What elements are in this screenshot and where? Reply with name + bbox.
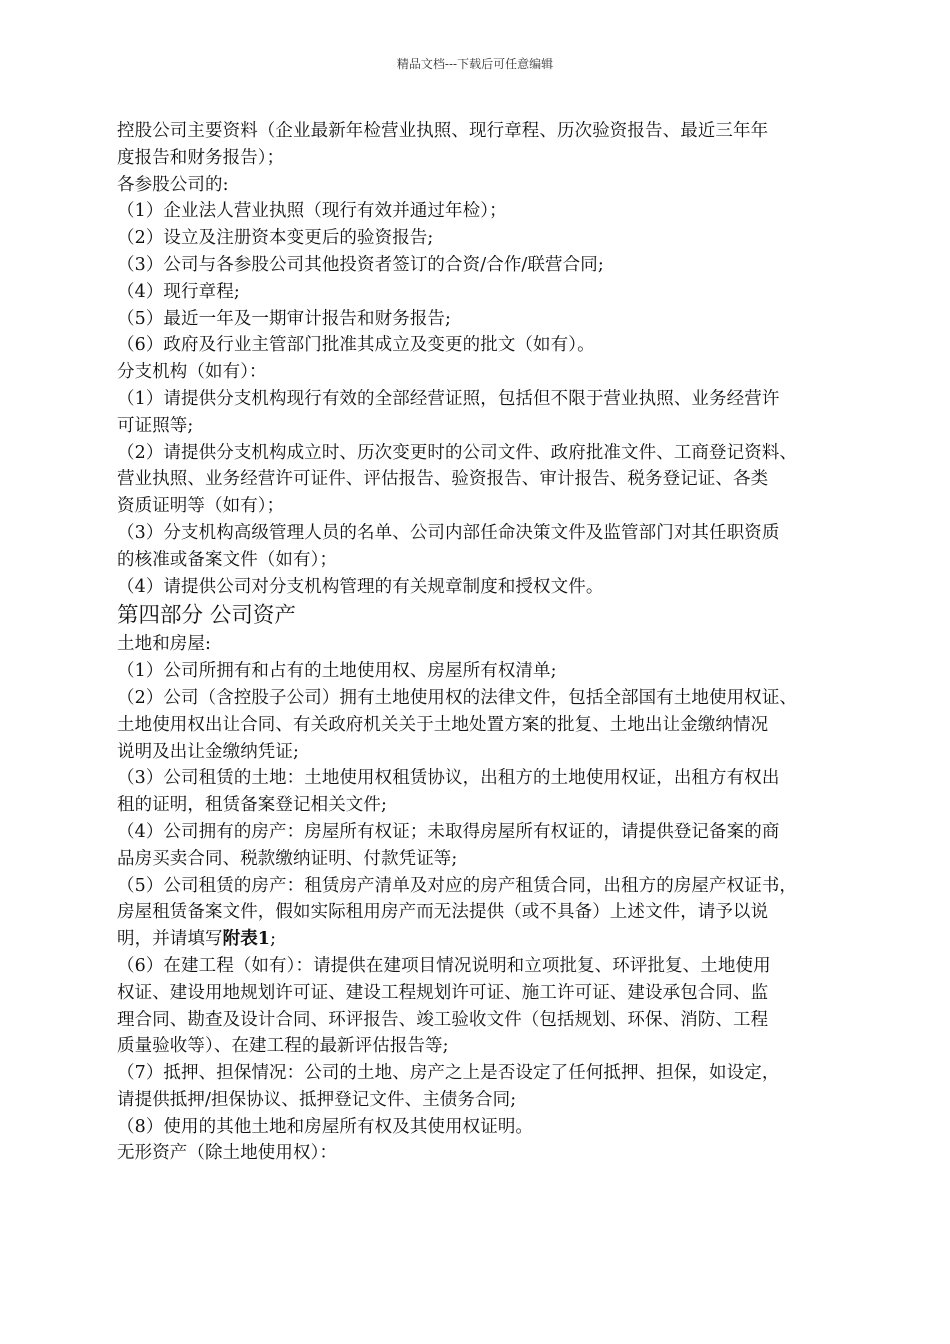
list-item: （7）抵押、担保情况：公司的土地、房产之上是否设定了任何抵押、担保，如设定， [117,1063,780,1084]
list-item-continuation: 请提供抵押/担保协议、抵押登记文件、主债务合同; [117,1089,517,1110]
inline-text: 明，并请填写 [117,929,223,950]
list-item-continuation: 理合同、勘查及设计合同、环评报告、竣工验收文件（包括规划、环保、消防、工程 [117,1009,769,1030]
list-item: （1）请提供分支机构现行有效的全部经营证照，包括但不限于营业执照、业务经营许 [117,388,780,409]
list-item-continuation: 土地使用权出让合同、有关政府机关关于土地处置方案的批复、土地出让金缴纳情况 [117,714,769,735]
list-item: （3）公司与各参股公司其他投资者签订的合资/合作/联营合同; [117,254,604,275]
list-item-continuation: 的核准或备案文件（如有）； [117,549,338,570]
list-item-continuation: 营业执照、业务经营许可证件、评估报告、验资报告、审计报告、税务登记证、各类 [117,469,769,490]
inline-text: ; [270,929,277,950]
list-item: （1）公司所拥有和占有的土地使用权、房屋所有权清单; [117,661,557,682]
appendix-reference: 附表1 [222,929,271,950]
paragraph-line: 分支机构（如有）： [117,362,267,383]
list-item: （6）在建工程（如有）：请提供在建项目情况说明和立项批复、环评批复、土地使用 [117,955,771,976]
list-item: （8）使用的其他土地和房屋所有权及其使用权证明。 [117,1116,534,1137]
list-item: （2）公司（含控股子公司）拥有土地使用权的法律文件，包括全部国有土地使用权证、 [117,687,798,708]
document-body [117,118,842,1167]
list-item-continuation: 可证照等; [117,415,194,436]
list-item: （2）请提供分支机构成立时、历次变更时的公司文件、政府批准文件、工商登记资料、 [117,442,798,463]
paragraph-line: 土地和房屋: [117,634,211,655]
list-item: （5）最近一年及一期审计报告和财务报告; [117,308,452,329]
paragraph-line: 控股公司主要资料（企业最新年检营业执照、现行章程、历次验资报告、最近三年年 [117,121,769,141]
list-item: （5）公司租赁的房产：租赁房产清单及对应的房产租赁合同，出租方的房屋产权证书， [117,875,798,896]
list-item: （6）政府及行业主管部门批准其成立及变更的批文（如有）。 [117,335,595,356]
list-item: （4）请提供公司对分支机构管理的有关规章制度和授权文件。 [117,576,604,597]
list-item-continuation: 品房买卖合同、税款缴纳证明、付款凭证等; [117,848,458,869]
paragraph-line: 无形资产（除土地使用权）： [117,1143,338,1164]
list-item: （1）企业法人营业执照（现行有效并通过年检）； [117,201,507,222]
list-item: （2）设立及注册资本变更后的验资报告; [117,228,434,249]
list-item-continuation: 租的证明，租赁备案登记相关文件; [117,795,387,816]
list-item-continuation: 权证、建设用地规划许可证、建设工程规划许可证、施工许可证、建设承包合同、监 [117,982,769,1003]
page-header: 精品文档---下载后可任意编辑 [396,57,554,71]
list-item-continuation [117,926,842,953]
list-item: （3）分支机构高级管理人员的名单、公司内部任命决策文件及监管部门对其任职资质 [117,522,780,543]
list-item-continuation: 质量验收等）、在建工程的最新评估报告等; [117,1036,449,1057]
list-item: （3）公司租赁的土地：土地使用权租赁协议，出租方的土地使用权证，出租方有权出 [117,768,780,789]
list-item-continuation: 说明及出让金缴纳凭证; [117,741,299,762]
paragraph-line: 各参股公司的: [117,174,229,195]
list-item: （4）公司拥有的房产：房屋所有权证；未取得房屋所有权证的，请提供登记备案的商 [117,821,780,842]
list-item: （4）现行章程; [117,281,240,302]
list-item-continuation: 资质证明等（如有）； [117,496,285,517]
paragraph-line: 度报告和财务报告）； [117,147,285,168]
section-heading: 第四部分 公司资产 [117,603,296,629]
list-item-continuation: 房屋租赁备案文件，假如实际租用房产而无法提供（或不具备）上述文件，请予以说 [117,902,769,923]
